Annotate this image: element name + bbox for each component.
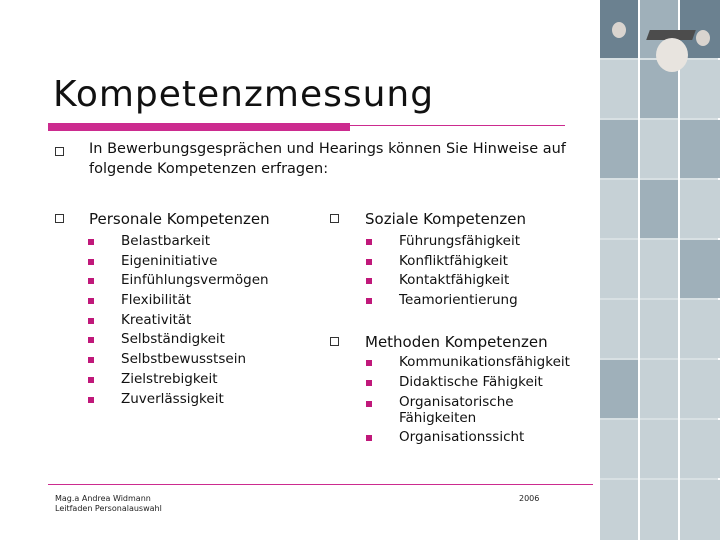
- filled-square-bullet-icon: [88, 239, 94, 245]
- list-item-label: Organisatorische Fähigkeiten: [399, 394, 514, 427]
- list-method: [366, 353, 570, 448]
- list-item-label: Führungsfähigkeit: [399, 233, 520, 249]
- intro-text: In Bewerbungsgesprächen und Hearings können Sie Hinweise auf folgende Kompetenzen erfragen:: [89, 141, 566, 177]
- filled-square-bullet-icon: [366, 360, 372, 366]
- list-item-label: Zielstrebigkeit: [121, 370, 218, 387]
- filled-square-bullet-icon: [366, 278, 372, 284]
- list-item-label: Organisationssicht: [399, 429, 525, 446]
- list-item: [366, 392, 570, 428]
- list-social: [366, 232, 520, 311]
- list-item: [88, 350, 269, 370]
- hollow-square-bullet-icon: [330, 214, 339, 223]
- list-item: [366, 252, 520, 272]
- filled-square-bullet-icon: [366, 401, 372, 407]
- title-accent-bar: [48, 123, 350, 131]
- hollow-square-bullet-icon: [55, 147, 64, 156]
- list-item-label: Belastbarkeit: [121, 233, 210, 249]
- list-item: [366, 232, 520, 252]
- filled-square-bullet-icon: [366, 298, 372, 304]
- list-item: [366, 271, 520, 291]
- filled-square-bullet-icon: [366, 380, 372, 386]
- list-item: [88, 291, 269, 311]
- list-item-label: Einfühlungsvermögen: [121, 272, 269, 289]
- list-item-label: Flexibilität: [121, 292, 192, 309]
- decorative-photo-strip: [600, 0, 720, 540]
- filled-square-bullet-icon: [88, 357, 94, 363]
- list-item: [88, 370, 269, 390]
- heading-social: Soziale Kompetenzen: [365, 210, 526, 228]
- footer-author-block: [55, 494, 162, 514]
- footer-author: Mag.a Andrea Widmann: [55, 494, 151, 503]
- hollow-square-bullet-icon: [330, 337, 339, 346]
- list-item: [88, 390, 269, 410]
- filled-square-bullet-icon: [366, 435, 372, 441]
- filled-square-bullet-icon: [88, 318, 94, 324]
- list-personal: [88, 232, 269, 409]
- filled-square-bullet-icon: [366, 239, 372, 245]
- list-item: [88, 330, 269, 350]
- filled-square-bullet-icon: [88, 397, 94, 403]
- hollow-square-bullet-icon: [55, 214, 64, 223]
- heading-method: Methoden Kompetenzen: [365, 333, 548, 351]
- list-item-label: Zuverlässigkeit: [121, 390, 224, 407]
- footer-divider: [48, 484, 593, 485]
- list-item-label: Selbstbewusstsein: [121, 351, 247, 368]
- filled-square-bullet-icon: [88, 298, 94, 304]
- footer-subtitle: Leitfaden Personalauswahl: [55, 504, 162, 513]
- footer-year: 2006: [519, 494, 540, 503]
- filled-square-bullet-icon: [88, 259, 94, 265]
- list-item: [88, 252, 269, 272]
- list-item-label: Selbständigkeit: [121, 331, 225, 348]
- list-item: [366, 428, 570, 448]
- heading-personal: Personale Kompetenzen: [89, 210, 270, 228]
- page-title: Kompetenzmessung: [53, 74, 435, 115]
- list-item: [366, 373, 570, 393]
- list-item: [88, 311, 269, 331]
- filled-square-bullet-icon: [88, 377, 94, 383]
- list-item: [88, 271, 269, 291]
- list-item-label: Kommunikationsfähigkeit: [399, 354, 570, 370]
- filled-square-bullet-icon: [366, 259, 372, 265]
- filled-square-bullet-icon: [88, 337, 94, 343]
- list-item-label: Teamorientierung: [399, 292, 518, 309]
- list-item-label: Eigeninitiative: [121, 252, 218, 269]
- list-item: [366, 291, 520, 311]
- list-item: [88, 232, 269, 252]
- list-item-label: Didaktische Fähigkeit: [399, 373, 543, 390]
- list-item: [366, 353, 570, 373]
- filled-square-bullet-icon: [88, 278, 94, 284]
- list-item-label: Kreativität: [121, 311, 192, 328]
- list-item-label: Konfliktfähigkeit: [399, 252, 508, 269]
- list-item-label: Kontaktfähigkeit: [399, 272, 510, 289]
